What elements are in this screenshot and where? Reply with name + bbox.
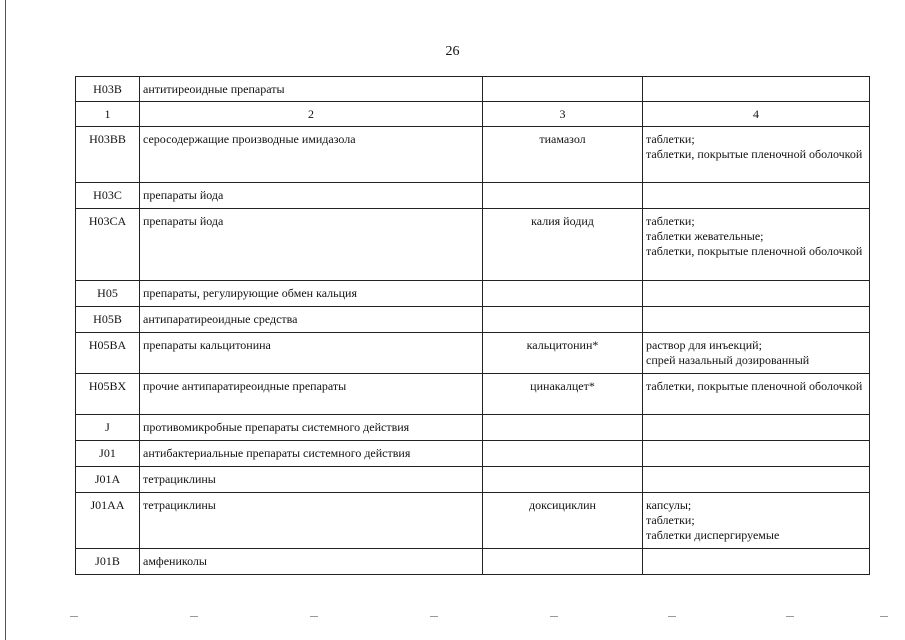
dosage-form: раствор для инъекций; xyxy=(646,338,762,352)
dosage-forms-cell xyxy=(643,493,870,549)
dosage-forms-cell xyxy=(643,441,870,467)
group-name-cell: антибактериальные препараты системного действия xyxy=(140,441,483,467)
column-number: 3 xyxy=(483,102,643,127)
table-row xyxy=(76,333,870,374)
group-name-cell: противомикробные препараты системного действия xyxy=(140,415,483,441)
atc-code-cell: H05B xyxy=(76,307,140,333)
page-number: 26 xyxy=(445,44,460,59)
group-name-cell: антитиреоидные препараты xyxy=(140,77,483,102)
column-number: 4 xyxy=(643,102,870,127)
drug-name-cell: калия йодид xyxy=(483,209,643,281)
dosage-forms-cell xyxy=(643,77,870,102)
drug-name-cell xyxy=(483,441,643,467)
table-row xyxy=(76,307,870,333)
drug-name-cell xyxy=(483,467,643,493)
atc-code-cell: H03B xyxy=(76,77,140,102)
table-row xyxy=(76,183,870,209)
group-name-cell: тетрациклины xyxy=(140,493,483,549)
dosage-form: таблетки, покрытые пленочной оболочкой xyxy=(646,244,863,258)
table-row xyxy=(76,441,870,467)
group-name-cell: препараты, регулирующие обмен кальция xyxy=(140,281,483,307)
atc-code-cell: J01 xyxy=(76,441,140,467)
atc-code-cell: H03BB xyxy=(76,127,140,183)
dosage-forms-cell xyxy=(643,209,870,281)
drug-name-cell: цинакалцет* xyxy=(483,374,643,415)
atc-code-cell: J01B xyxy=(76,549,140,575)
atc-code-cell: H05 xyxy=(76,281,140,307)
group-name-cell: препараты йода xyxy=(140,209,483,281)
dosage-form: таблетки, покрытые пленочной оболочкой xyxy=(646,147,863,161)
dosage-form: спрей назальный дозированный xyxy=(646,353,810,367)
dosage-form: таблетки диспергируемые xyxy=(646,528,780,542)
atc-code-cell: H03CA xyxy=(76,209,140,281)
atc-code-cell: J01A xyxy=(76,467,140,493)
group-name-cell: прочие антипаратиреоидные препараты xyxy=(140,374,483,415)
group-name-cell: амфениколы xyxy=(140,549,483,575)
left-margin-rule xyxy=(5,0,6,640)
drug-name-cell: доксициклин xyxy=(483,493,643,549)
dosage-forms-cell xyxy=(643,281,870,307)
dosage-form: таблетки жевательные; xyxy=(646,229,764,243)
drug-name-cell: кальцитонин* xyxy=(483,333,643,374)
column-number: 2 xyxy=(140,102,483,127)
drug-name-cell xyxy=(483,183,643,209)
dosage-forms-cell xyxy=(643,415,870,441)
drug-name-cell xyxy=(483,415,643,441)
dosage-form: капсулы; xyxy=(646,498,692,512)
atc-code-cell: H03C xyxy=(76,183,140,209)
group-name-cell: препараты йода xyxy=(140,183,483,209)
dosage-forms-cell xyxy=(643,374,870,415)
medication-table xyxy=(75,76,870,575)
dosage-form: таблетки; xyxy=(646,132,695,146)
dosage-form: таблетки; xyxy=(646,513,695,527)
atc-code-cell: H05BA xyxy=(76,333,140,374)
dosage-forms-cell xyxy=(643,127,870,183)
drug-name-cell xyxy=(483,77,643,102)
group-name-cell: препараты кальцитонина xyxy=(140,333,483,374)
dosage-forms-cell xyxy=(643,183,870,209)
table-row xyxy=(76,467,870,493)
table-row xyxy=(76,77,870,102)
dosage-forms-cell xyxy=(643,307,870,333)
dosage-forms-cell xyxy=(643,549,870,575)
table-row xyxy=(76,127,870,183)
table-row xyxy=(76,281,870,307)
drug-name-cell xyxy=(483,549,643,575)
table-row xyxy=(76,209,870,281)
dosage-form: таблетки, покрытые пленочной оболочкой xyxy=(646,379,863,393)
drug-name-cell: тиамазол xyxy=(483,127,643,183)
table-row xyxy=(76,415,870,441)
group-name-cell: антипаратиреоидные средства xyxy=(140,307,483,333)
atc-code-cell: J01AA xyxy=(76,493,140,549)
dosage-forms-cell xyxy=(643,467,870,493)
atc-code-cell: J xyxy=(76,415,140,441)
drug-name-cell xyxy=(483,307,643,333)
group-name-cell: серосодержащие производные имидазола xyxy=(140,127,483,183)
drug-name-cell xyxy=(483,281,643,307)
table-row xyxy=(76,493,870,549)
group-name-cell: тетрациклины xyxy=(140,467,483,493)
atc-code-cell: H05BX xyxy=(76,374,140,415)
table-row xyxy=(76,374,870,415)
table-row xyxy=(76,549,870,575)
dosage-form: таблетки; xyxy=(646,214,695,228)
scan-artifacts xyxy=(0,612,905,632)
dosage-forms-cell xyxy=(643,333,870,374)
column-number: 1 xyxy=(76,102,140,127)
column-numbers-row xyxy=(76,102,870,127)
